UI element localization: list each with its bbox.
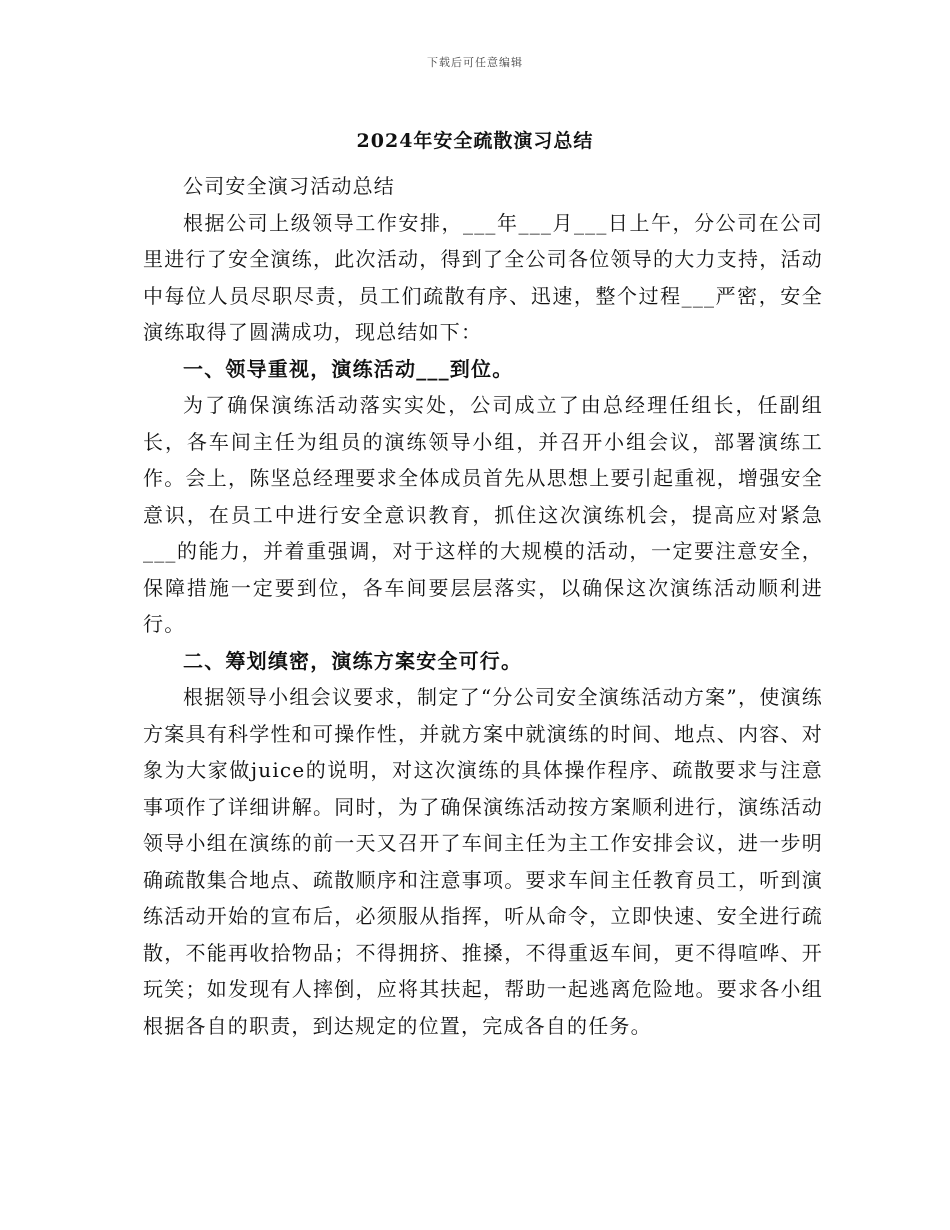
page-header-note: 下载后可任意编辑 [427,56,523,69]
section-heading-2: 二、筹划缜密，演练方案安全可行。 [183,648,523,673]
section-heading-1: 一、领导重视，演练活动___到位。 [183,356,514,381]
document-body [143,168,823,1044]
intro-paragraph: 根据公司上级领导工作安排，___年___月___日上午，分公司在公司里进行了安全演练，此次活动，得到了全公司各位领导的大力支持，活动中每位人员尽职尽责，员工们疏散有序、迅速，整个过程___严密，安全演练取得了圆满成功，现总结如下： [143,210,823,344]
document-subtitle: 公司安全演习活动总结 [183,174,395,198]
section-2-paragraph: 根据领导小组会议要求，制定了“分公司安全演练活动方案”，使演练方案具有科学性和可操作性，并就方案中就演练的时间、地点、内容、对象为大家做juice的说明，对这次演练的具体操作程序、疏散要求与注意事项作了详细讲解。同时，为了确保演练活动按方案顺利进行，演练活动领导小组在演练的前一天又召开了车间主任为主工作安排会议，进一步明确疏散集合地点、疏散顺序和注意事项。要求车间主任教育员工，听到演练活动开始的宣布后，必须服从指挥，听从命令，立即快速、安全进行疏散，不能再收拾物品；不得拥挤、推搡，不得重返车间，更不得喧哗、开玩笑；如发现有人摔倒，应将其扶起，帮助一起逃离危险地。要求各小组根据各自的职责，到达规定的位置，完成各自的任务。 [143,685,823,1038]
document-title: 2024年安全疏散演习总结 [356,130,594,152]
section-1-paragraph: 为了确保演练活动落实实处，公司成立了由总经理任组长，任副组长，各车间主任为组员的演练领导小组，并召开小组会议，部署演练工作。会上，陈坚总经理要求全体成员首先从思想上要引起重视，增强安全意识，在员工中进行安全意识教育，抓住这次演练机会，提高应对紧急___的能力，并着重强调，对于这样的大规模的活动，一定要注意安全，保障措施一定要到位，各车间要层层落实，以确保这次演练活动顺利进行。 [143,393,823,636]
